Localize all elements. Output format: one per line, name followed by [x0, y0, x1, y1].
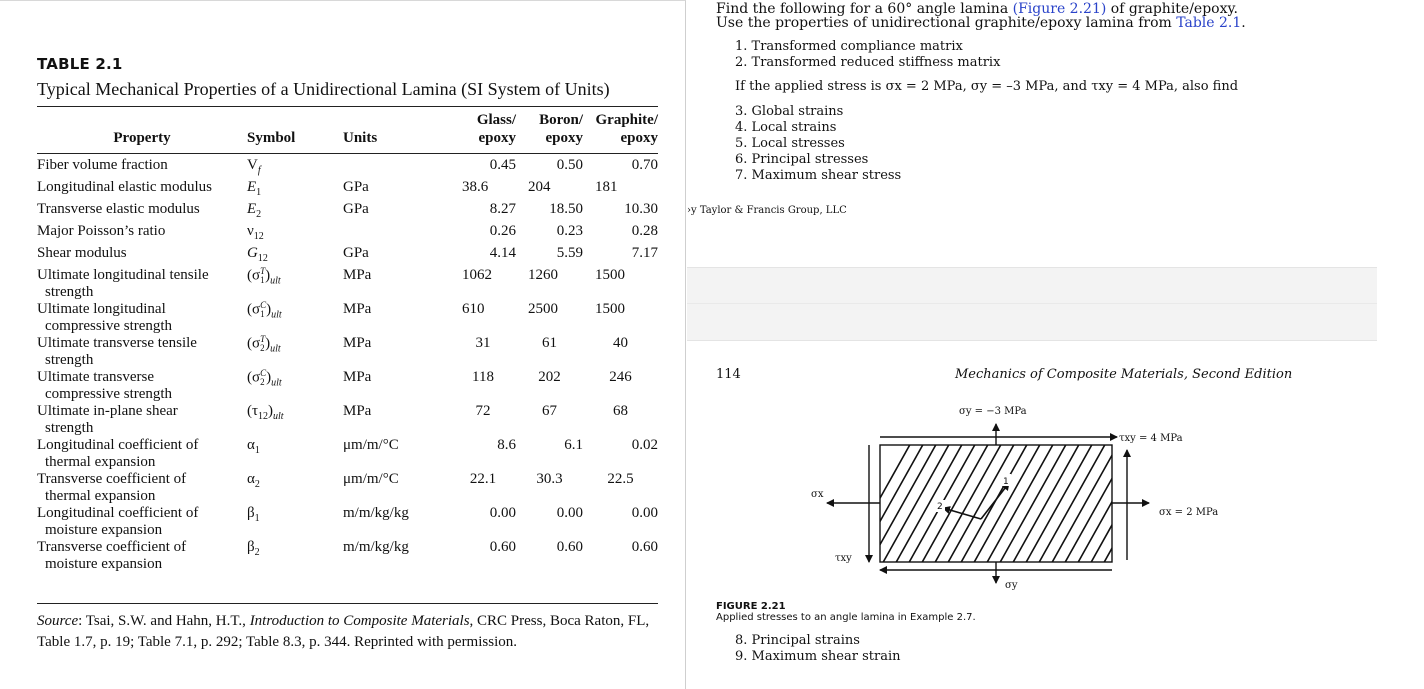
- header-boron: Boron/ epoxy: [539, 112, 583, 146]
- boron-value: 30.3: [536, 471, 563, 487]
- symbol-cell: $\beta_2$: [247, 539, 260, 558]
- glass-value: 8.27: [489, 201, 516, 217]
- boron-value: 18.50: [549, 201, 583, 217]
- table-row: [37, 223, 658, 245]
- boron-value: 2500: [528, 301, 558, 317]
- boron-value: 204: [528, 179, 551, 195]
- glass-value: 0.45: [489, 157, 516, 173]
- symbol-cell: $E_2$: [247, 201, 262, 220]
- property-cell: Fiber volume fraction: [37, 157, 168, 173]
- graphite-value: 40: [613, 335, 628, 351]
- tau-top-label: τxy = 4 MPa: [1119, 433, 1183, 444]
- list-item: 7. Maximum shear stress: [735, 168, 902, 183]
- problem-intro-line-2: Use the properties of unidirectional graphite/epoxy lamina from Table 2.1.: [716, 15, 1246, 31]
- symbol-cell: (σ T 1 )$_{ult}$: [247, 266, 281, 287]
- boron-value: 202: [538, 369, 561, 385]
- table-row: [37, 369, 658, 403]
- property-cell: Longitudinal coefficient of thermal expansion: [37, 437, 199, 470]
- graphite-value: 1500: [595, 301, 625, 317]
- graphite-value: 7.17: [631, 245, 658, 261]
- table-row: [37, 539, 658, 573]
- graphite-value: 0.70: [631, 157, 658, 173]
- table-row: [37, 437, 658, 471]
- list-item: 3. Global strains: [735, 104, 844, 119]
- symbol-cell: (σ T 2 )$_{ult}$: [247, 334, 281, 355]
- graphite-value: 22.5: [607, 471, 634, 487]
- units-cell: GPa: [343, 201, 369, 217]
- properties-table: [37, 111, 658, 573]
- units-cell: μm/m/°C: [343, 471, 399, 487]
- table-page: [0, 0, 686, 689]
- table-row: [37, 471, 658, 505]
- graphite-value: 1500: [595, 267, 625, 283]
- symbol-cell: $\alpha_1$: [247, 437, 260, 456]
- figure-label: FIGURE 2.21: [716, 601, 786, 612]
- boron-value: 0.23: [556, 223, 583, 239]
- figure-caption: Applied stresses to an angle lamina in Example 2.7.: [716, 612, 976, 623]
- table-row: [37, 505, 658, 539]
- table-bottom-rule: [37, 603, 658, 604]
- header-units: Units: [343, 130, 378, 146]
- table-caption: Typical Mechanical Properties of a Unidirectional Lamina (SI System of Units): [37, 79, 610, 99]
- page-number: 114: [716, 367, 741, 382]
- table-source: Source: Tsai, S.W. and Hahn, H.T., Introduction to Composite Materials, CRC Press, Boca Raton, FL, Table 1.7, p. 19; Table 7.1, p. 292; Table 8.3, p. 344. Reprinted with permission.: [37, 613, 650, 650]
- units-cell: MPa: [343, 369, 372, 385]
- boron-value: 0.50: [556, 157, 583, 173]
- graphite-value: 0.02: [631, 437, 658, 453]
- symbol-cell: $(\tau_{12})_{ult}$: [247, 403, 284, 422]
- list-item: 2. Transformed reduced stiffness matrix: [735, 55, 1001, 70]
- glass-value: 22.1: [469, 471, 497, 487]
- property-cell: Transverse elastic modulus: [37, 201, 200, 217]
- list-item: 1. Transformed compliance matrix: [735, 39, 963, 54]
- property-cell: Longitudinal coefficient of moisture expansion: [37, 505, 199, 538]
- units-cell: m/m/kg/kg: [343, 539, 409, 555]
- graphite-value: 181: [595, 179, 618, 195]
- units-cell: [343, 157, 450, 179]
- glass-value: 0.26: [489, 223, 516, 239]
- table-row: [37, 335, 658, 369]
- glass-value: 31: [475, 335, 491, 351]
- figure-link[interactable]: (Figure 2.21): [1012, 1, 1107, 17]
- sigma-x-right-label: σx = 2 MPa: [1159, 507, 1219, 518]
- boron-value: 1260: [528, 267, 558, 283]
- units-cell: μm/m/°C: [343, 437, 399, 453]
- header-glass: Glass/ epoxy: [476, 112, 516, 146]
- list-item: 9. Maximum shear strain: [735, 649, 901, 664]
- property-cell: Ultimate longitudinal tensile strength: [37, 267, 209, 300]
- table-row: [37, 267, 658, 301]
- applied-stress-figure: [687, 0, 1377, 689]
- running-title: Mechanics of Composite Materials, Second Edition: [955, 367, 1293, 382]
- table-row: [37, 201, 658, 223]
- graphite-value: 68: [613, 403, 628, 419]
- boron-value: 61: [542, 335, 557, 351]
- property-cell: Ultimate transverse tensile strength: [37, 335, 197, 368]
- header-symbol: Symbol: [247, 130, 296, 146]
- sigma-x-left-label: σx: [811, 489, 824, 500]
- property-cell: Ultimate in-plane shear strength: [37, 403, 178, 436]
- table-link[interactable]: Table 2.1: [1176, 15, 1242, 31]
- property-cell: Transverse coefficient of thermal expansion: [37, 471, 187, 504]
- boron-value: 0.00: [556, 505, 583, 521]
- glass-value: 1062: [462, 267, 492, 283]
- problem-intro-line-1: Find the following for a 60° angle lamina (Figure 2.21) of graphite/epoxy.: [716, 1, 1238, 17]
- property-cell: Major Poisson’s ratio: [37, 223, 166, 239]
- symbol-cell: $\alpha_2$: [247, 471, 260, 490]
- stress-sentence: If the applied stress is σx = 2 MPa, σy = –3 MPa, and τxy = 4 MPa, also find: [735, 79, 1239, 94]
- symbol-cell: $E_1$: [247, 179, 262, 198]
- glass-value: 4.14: [489, 245, 516, 261]
- glass-value: 0.00: [489, 505, 516, 521]
- boron-value: 5.59: [556, 245, 583, 261]
- graphite-value: 0.28: [631, 223, 658, 239]
- symbol-cell: (σ C 2 )$_{ult}$: [247, 368, 282, 389]
- glass-value: 610: [462, 301, 485, 317]
- symbol-cell: $\nu_{12}$: [247, 223, 264, 242]
- boron-value: 0.60: [556, 539, 583, 555]
- table-row: [37, 403, 658, 437]
- glass-value: 8.6: [497, 437, 516, 453]
- axis-1-label: 1: [1003, 477, 1009, 487]
- list-item: 6. Principal stresses: [735, 152, 869, 167]
- units-cell: GPa: [343, 245, 369, 261]
- glass-value: 72: [475, 403, 491, 419]
- glass-value: 0.60: [489, 539, 516, 555]
- symbol-cell: (σ C 1 )$_{ult}$: [247, 300, 282, 321]
- symbol-cell: $\beta_1$: [247, 505, 260, 524]
- tau-left-label: τxy: [835, 553, 852, 564]
- list-item: 8. Principal strains: [735, 633, 860, 648]
- table-row: [37, 245, 658, 267]
- boron-value: 67: [542, 403, 557, 419]
- units-cell: GPa: [343, 179, 369, 195]
- property-cell: Longitudinal elastic modulus: [37, 179, 212, 195]
- property-cell: Ultimate longitudinal compressive strength: [37, 301, 173, 334]
- units-cell: MPa: [343, 335, 372, 351]
- list-item: 4. Local strains: [735, 120, 837, 135]
- units-cell: [343, 223, 450, 245]
- units-cell: m/m/kg/kg: [343, 505, 409, 521]
- units-cell: MPa: [343, 301, 372, 317]
- boron-value: 6.1: [564, 437, 583, 453]
- header-graphite: Graphite/ epoxy: [595, 112, 658, 146]
- sigma-y-bottom-label: σy: [1005, 580, 1018, 591]
- graphite-value: 246: [609, 369, 632, 385]
- table-row: [37, 157, 658, 179]
- units-cell: MPa: [343, 267, 372, 283]
- header-property: Property: [113, 130, 171, 146]
- graphite-value: 10.30: [624, 201, 658, 217]
- copyright-notice: ›y Taylor & Francis Group, LLC: [687, 205, 847, 216]
- list-item: 5. Local stresses: [735, 136, 845, 151]
- property-cell: Shear modulus: [37, 245, 127, 261]
- glass-value: 118: [472, 369, 494, 385]
- symbol-cell: $G_{12}$: [247, 245, 268, 264]
- graphite-value: 0.00: [631, 505, 658, 521]
- table-row: [37, 301, 658, 335]
- graphite-value: 0.60: [631, 539, 658, 555]
- property-cell: Ultimate transverse compressive strength: [37, 369, 173, 402]
- sigma-y-top-label: σy = −3 MPa: [959, 406, 1027, 417]
- table-top-rule: [37, 106, 658, 107]
- problem-page: [687, 0, 1377, 689]
- table-label: TABLE 2.1: [37, 55, 123, 73]
- glass-value: 38.6: [462, 179, 489, 195]
- units-cell: MPa: [343, 403, 372, 419]
- table-header-row: [37, 111, 658, 154]
- symbol-cell: $V_f$: [247, 157, 261, 176]
- axis-2-label: 2: [937, 502, 943, 512]
- lamina-box: [880, 445, 1112, 562]
- table-row: [37, 179, 658, 201]
- property-cell: Transverse coefficient of moisture expansion: [37, 539, 187, 572]
